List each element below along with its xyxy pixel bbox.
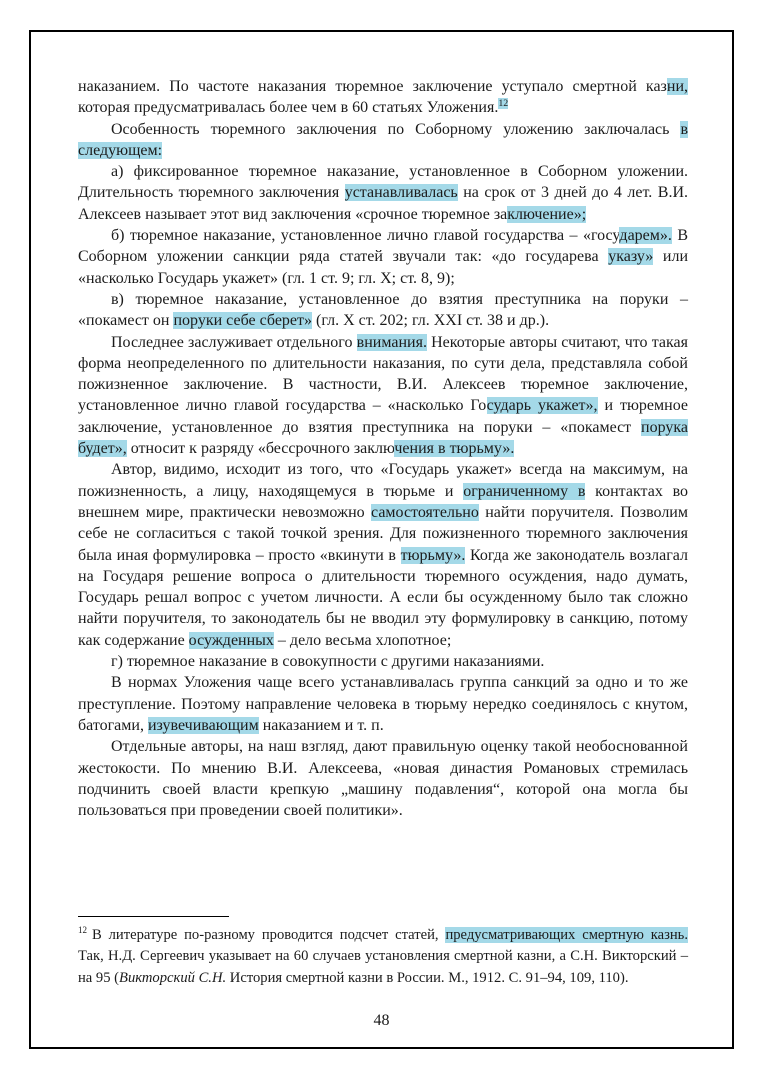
paragraph	[78, 76, 688, 119]
highlighted-text: ни,	[666, 78, 688, 95]
text-segment: на срок от 3 дней до 4 лет. В.И. Алексеев называет этот вид заключения «срочное тюремное за	[78, 184, 688, 223]
footnote-area	[78, 916, 688, 989]
text-segment: и тюремное заключение, установленное до взятия преступника на поруки – «покамест	[78, 397, 689, 436]
paragraph	[78, 119, 688, 162]
text-segment: – дело весьма хлопотное;	[273, 631, 452, 649]
paragraph	[78, 289, 688, 332]
paragraph	[78, 161, 688, 225]
highlighted-text: порука будет»,	[78, 418, 688, 458]
text-segment: наказанием и т. п.	[258, 716, 384, 734]
footnote-marker: 12	[78, 925, 88, 936]
paragraph	[78, 225, 688, 289]
text-segment: Последнее заслуживает отдельного	[111, 333, 357, 351]
paragraph	[78, 672, 688, 736]
page-number: 48	[373, 1012, 390, 1029]
highlighted-text: ключение»;	[507, 205, 587, 223]
text-segment: б) тюремное наказание, установленное лично главой государства – «госу	[111, 227, 620, 245]
text-segment: Особенность тюремного заключения по Соборному уложению заключалась	[111, 120, 681, 138]
highlighted-text: самостоятельно	[371, 503, 479, 521]
text-segment: В литературе по-разному проводится подсчет статей,	[92, 927, 446, 943]
paragraph	[78, 332, 688, 460]
footnote-separator	[78, 916, 229, 917]
highlighted-text: изувечивающим	[147, 716, 259, 734]
text-segment: В Соборном уложении санкции ряда статей звучали так: «до государева	[78, 227, 688, 266]
text-segment: которая предусматривалась более чем в 60 статьях Уложения.	[78, 99, 499, 117]
highlighted-text: поруки себе сберет»	[173, 312, 313, 330]
text-segment: Отдельные авторы, на наш взгляд, дают правильную оценку такой необоснованной жестокости. По мнению В.И. Алексеева, «новая династия Романовых стремилась подчинить своей власти крепкую „машину подавления“, которой она могла бы пользоваться при проведении своей политики».	[78, 738, 688, 820]
highlighted-text: тюрьму».	[400, 546, 466, 564]
text-segment: Когда же законодатель возлагал на Государя решение вопроса о длительности тюремного осуждения, надо думать, Государь решал вопрос с учетом личности. А если бы осужденному было так сложно найти поручителя, то законодатель бы не вводил эту формулировку в санкцию, потому как содержание	[78, 546, 689, 649]
highlighted-text: предусматривающих смертную казнь.	[445, 927, 688, 943]
highlighted-text: в следующем:	[78, 120, 688, 159]
highlighted-text: чения в тюрьму».	[394, 440, 515, 458]
text-body	[78, 76, 688, 821]
text-segment: Так, Н.Д. Сергеевич указывает на 60 случаев установления смертной казни, а С.Н. Викторский – на 95 (	[78, 948, 688, 986]
paragraph	[78, 459, 688, 651]
text-segment: Викторский С.Н.	[119, 969, 227, 986]
text-segment: История смертной казни в России. М., 1912. С. 91–94, 109, 110).	[226, 969, 629, 986]
text-segment: а) фиксированное тюремное наказание, установленное в Соборном уложении. Длительность тюремного заключения	[78, 163, 688, 202]
footnote	[78, 925, 688, 989]
highlighted-text: указу»	[608, 248, 654, 266]
highlighted-text: ограниченному в	[463, 482, 586, 500]
text-segment: контактах во внешнем мире, практически невозможно	[78, 482, 689, 521]
text-segment: относит к разряду «бессрочного заклю	[126, 440, 395, 458]
text-segment: Некоторые авторы считают, что такая форма неопределенного по длительности наказания, по сути дела, представляла собой пожизненное заключение. В частности, В.И. Алексеев тюремное заключение, установленное лично главой государства – «насколько Го	[78, 333, 688, 415]
text-segment: Автор, видимо, исходит из того, что «Государь укажет» всегда на максимум, на пожизненность, а лицу, находящемуся в тюрьме и	[78, 461, 688, 500]
highlighted-text: внимания.	[356, 333, 427, 351]
text-segment: В нормах Уложения чаще всего устанавливалась группа санкций за одно и то же преступление. Поэтому направление человека в тюрьму нередко соединялось с кнутом, батогами,	[78, 674, 688, 734]
text-segment: наказанием. По частоте наказания тюремное заключение уступало смертной каз	[78, 78, 667, 95]
highlighted-text: дарем».	[619, 227, 672, 245]
highlighted-text: устанавливалась	[344, 184, 458, 202]
paragraph	[78, 651, 688, 672]
paragraph	[78, 736, 688, 821]
highlighted-text: 12	[498, 97, 509, 109]
text-segment: или «насколько Государь укажет» (гл. 1 ст. 9; гл. X; ст. 8, 9);	[78, 248, 689, 287]
text-segment: (гл. X ст. 202; гл. XXI ст. 38 и др.).	[312, 312, 550, 330]
highlighted-text: сударь укажет»,	[486, 397, 598, 415]
highlighted-text: осужденных	[188, 631, 274, 649]
text-segment: в) тюремное наказание, установленное до взятия преступника на поруки – «покамест он	[78, 290, 688, 330]
footnote-list	[78, 925, 688, 989]
text-segment: г) тюремное наказание в совокупности с другими наказаниями.	[111, 653, 545, 671]
text-segment: найти поручителя. Позволим себе не согласиться с такой точкой зрения. Для пожизненного тюремного заключения была иная формулировка – просто «вкинути в	[78, 503, 688, 564]
